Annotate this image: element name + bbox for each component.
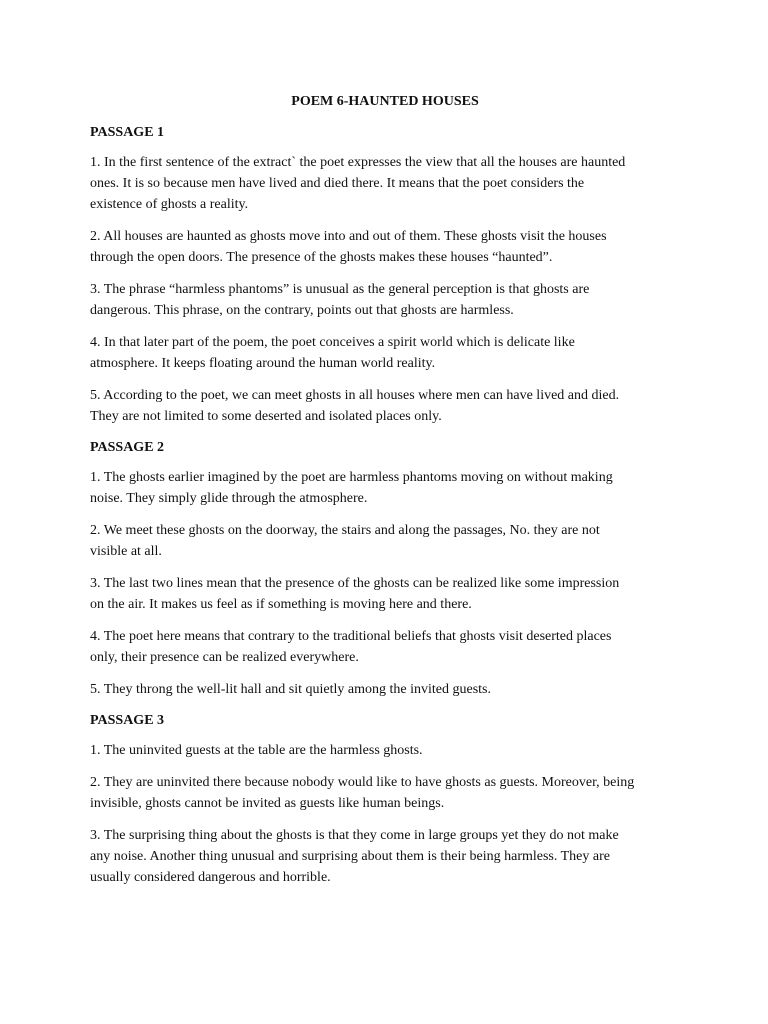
- paragraph-line: usually considered dangerous and horrible.: [90, 870, 331, 885]
- answer-paragraph: [90, 152, 680, 215]
- paragraph-line: 3. The phrase “harmless phantoms” is unusual as the general perception is that ghosts are: [90, 282, 590, 297]
- answer-paragraph: [90, 332, 680, 374]
- paragraph-line: ones. It is so because men have lived and died there. It means that the poet considers the: [90, 176, 585, 191]
- paragraph-line: only, their presence can be realized everywhere.: [90, 650, 359, 665]
- paragraph-line: 3. The surprising thing about the ghosts is that they come in large groups yet they do not make: [90, 828, 619, 843]
- paragraph-line: on the air. It makes us feel as if something is moving here and there.: [90, 597, 472, 612]
- paragraph-line: 4. In that later part of the poem, the poet conceives a spirit world which is delicate like: [90, 335, 575, 350]
- passage-heading: PASSAGE 1: [90, 125, 165, 140]
- paragraph-line: through the open doors. The presence of the ghosts makes these houses “haunted”.: [90, 250, 553, 265]
- passage-heading: PASSAGE 2: [90, 440, 165, 455]
- paragraph-line: invisible, ghosts cannot be invited as guests like human beings.: [90, 796, 445, 811]
- paragraph-line: 5. They throng the well-lit hall and sit quietly among the invited guests.: [90, 682, 492, 697]
- paragraph-line: 4. The poet here means that contrary to the traditional beliefs that ghosts visit deserted places: [90, 629, 612, 644]
- passage-heading: PASSAGE 3: [90, 713, 165, 728]
- passage-section-2: [90, 438, 680, 700]
- answer-paragraph: [90, 679, 680, 700]
- paragraph-line: 3. The last two lines mean that the presence of the ghosts can be realized like some impression: [90, 576, 620, 591]
- paragraph-line: existence of ghosts a reality.: [90, 197, 249, 212]
- paragraph-line: 2. We meet these ghosts on the doorway, the stairs and along the passages, No. they are not: [90, 523, 600, 538]
- passage-section-3: [90, 711, 680, 888]
- paragraph-line: any noise. Another thing unusual and surprising about them is their being harmless. They are: [90, 849, 610, 864]
- paragraph-line: atmosphere. It keeps floating around the human world reality.: [90, 356, 436, 371]
- paragraph-line: visible at all.: [90, 544, 162, 559]
- paragraph-line: 1. The uninvited guests at the table are the harmless ghosts.: [90, 743, 423, 758]
- answer-paragraph: [90, 520, 680, 562]
- answer-paragraph: [90, 626, 680, 668]
- paragraph-line: 2. All houses are haunted as ghosts move into and out of them. These ghosts visit the houses: [90, 229, 607, 244]
- paragraph-line: 5. According to the poet, we can meet ghosts in all houses where men can have lived and died.: [90, 388, 620, 403]
- paragraph-line: 2. They are uninvited there because nobody would like to have ghosts as guests. Moreover, being: [90, 775, 635, 790]
- document-title: POEM 6-HAUNTED HOUSES: [291, 94, 479, 109]
- paragraph-line: 1. In the first sentence of the extract` the poet expresses the view that all the houses are haunted: [90, 155, 626, 170]
- answer-paragraph: [90, 279, 680, 321]
- paragraph-line: dangerous. This phrase, on the contrary, points out that ghosts are harmless.: [90, 303, 514, 318]
- answer-paragraph: [90, 467, 680, 509]
- document-page: [90, 92, 680, 899]
- answer-paragraph: [90, 740, 680, 761]
- answer-paragraph: [90, 825, 680, 888]
- passage-section-1: [90, 123, 680, 427]
- answer-paragraph: [90, 226, 680, 268]
- paragraph-line: They are not limited to some deserted and isolated places only.: [90, 409, 442, 424]
- paragraph-line: noise. They simply glide through the atmosphere.: [90, 491, 368, 506]
- paragraph-line: 1. The ghosts earlier imagined by the poet are harmless phantoms moving on without making: [90, 470, 613, 485]
- passages-container: [90, 123, 680, 888]
- answer-paragraph: [90, 772, 680, 814]
- answer-paragraph: [90, 573, 680, 615]
- answer-paragraph: [90, 385, 680, 427]
